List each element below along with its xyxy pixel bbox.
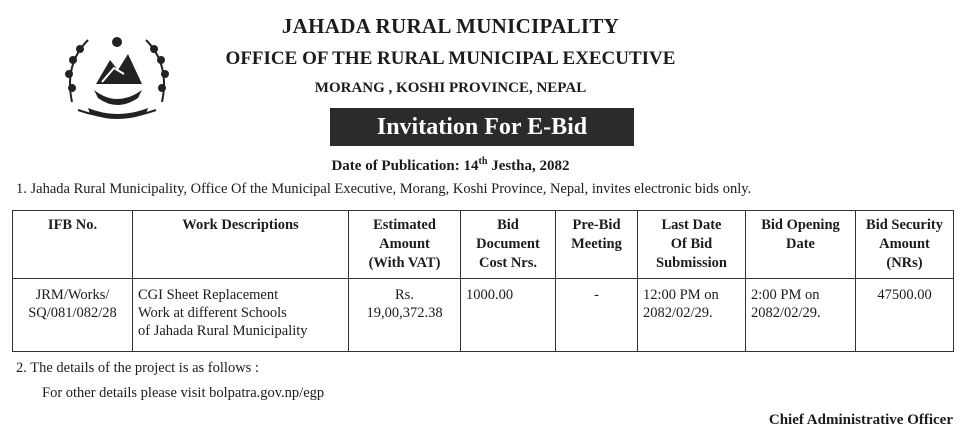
header-last-date: Last Date Of Bid Submission bbox=[638, 211, 746, 279]
cell-work: CGI Sheet Replacement Work at different Schools of Jahada Rural Municipality bbox=[133, 279, 349, 352]
cell-prebid: - bbox=[556, 279, 638, 352]
table-header-row bbox=[13, 211, 954, 279]
office-title: OFFICE OF THE RURAL MUNICIPAL EXECUTIVE bbox=[225, 48, 676, 69]
signature: Chief Administrative Officer bbox=[768, 412, 953, 428]
details-paragraph: 2. The details of the project is as follows : bbox=[16, 360, 259, 376]
cell-opening: 2:00 PM on 2082/02/29. bbox=[746, 279, 856, 352]
cell-security: 47500.00 bbox=[856, 279, 954, 352]
cell-amount: Rs. 19,00,372.38 bbox=[349, 279, 461, 352]
header-opening: Bid Opening Date bbox=[746, 211, 856, 279]
location-line: MORANG , KOSHI PROVINCE, NEPAL bbox=[314, 80, 587, 96]
details-link-line: For other details please visit bolpatra.gov.np/egp bbox=[42, 385, 325, 401]
publication-month-year: Jestha, 2082 bbox=[491, 158, 570, 174]
publication-date-label: Date of Publication: bbox=[331, 158, 460, 174]
cell-last-date: 12:00 PM on 2082/02/29. bbox=[638, 279, 746, 352]
municipality-title: JAHADA RURAL MUNICIPALITY bbox=[281, 14, 620, 38]
header-doc-cost: Bid Document Cost Nrs. bbox=[461, 211, 556, 279]
cell-ifb: JRM/Works/ SQ/081/082/28 bbox=[13, 279, 133, 352]
intro-paragraph: 1. Jahada Rural Municipality, Office Of the Municipal Executive, Morang, Koshi Province, Nepal, invites electronic bids only. bbox=[16, 181, 752, 197]
publication-date bbox=[0, 156, 934, 175]
bid-table bbox=[12, 210, 954, 352]
table-row bbox=[13, 279, 954, 352]
header-estimated: Estimated Amount (With VAT) bbox=[349, 211, 461, 279]
header-security: Bid Security Amount (NRs) bbox=[856, 211, 954, 279]
nepal-emblem-logo bbox=[58, 24, 176, 124]
header-prebid: Pre-Bid Meeting bbox=[556, 211, 638, 279]
invitation-banner: Invitation For E-Bid bbox=[330, 108, 634, 146]
publication-day: 14 bbox=[463, 158, 479, 174]
header-work: Work Descriptions bbox=[133, 211, 349, 279]
publication-day-suffix: th bbox=[478, 156, 488, 167]
header-ifb: IFB No. bbox=[13, 211, 133, 279]
cell-doc-cost: 1000.00 bbox=[461, 279, 556, 352]
